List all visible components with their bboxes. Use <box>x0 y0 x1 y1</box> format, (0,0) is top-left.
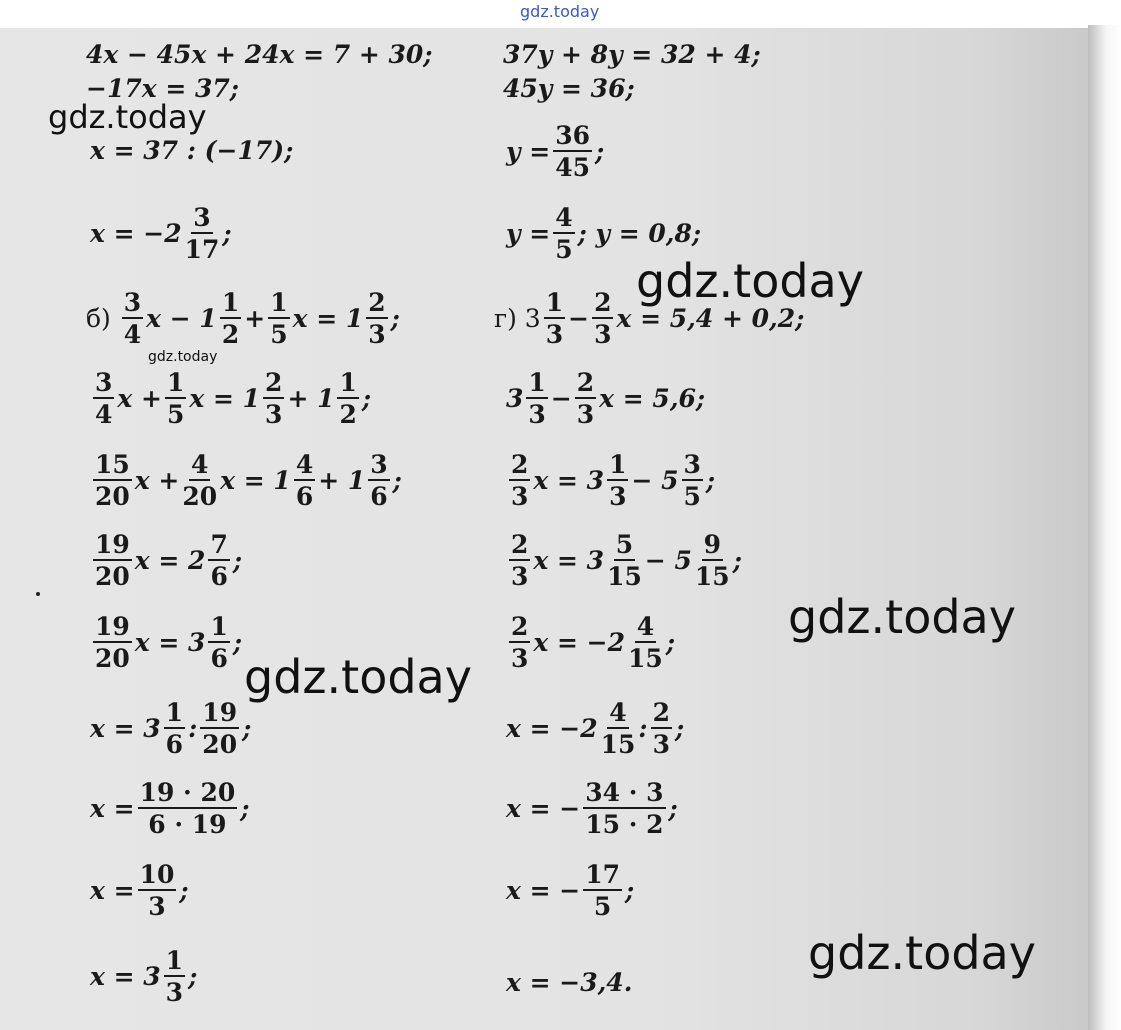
fraction-denominator: 15 <box>694 562 730 591</box>
equation-text: ; <box>390 304 400 333</box>
fraction-numerator: 9 <box>703 530 721 559</box>
fraction <box>583 862 622 919</box>
fraction-denominator: 6 <box>210 562 228 591</box>
fraction-numerator: 1 <box>528 368 546 397</box>
equation-text: ; <box>242 714 252 743</box>
fraction <box>575 370 596 427</box>
equation-text: x = 2 <box>134 546 206 575</box>
equation-text: ; <box>361 384 372 413</box>
equation-text: 45y = 36; <box>503 74 635 103</box>
fraction-denominator: 6 <box>370 482 388 511</box>
equation-line <box>90 614 242 671</box>
item-label: б) <box>86 304 119 333</box>
equation-line <box>90 532 242 589</box>
equation-text: x = 3 <box>533 546 605 575</box>
fraction-denominator: 5 <box>683 482 701 511</box>
watermark: gdz.today <box>636 254 864 308</box>
equation-text: − 5 <box>644 546 692 575</box>
equation-text: x = 1 <box>220 466 291 495</box>
fraction-denominator: 20 <box>95 482 130 511</box>
fraction-numerator: 19 · 20 <box>139 778 236 807</box>
fraction-denominator: 2 <box>221 320 240 349</box>
equation-text: 3 <box>506 384 524 413</box>
equation-text: y = <box>506 137 551 166</box>
fraction <box>294 452 315 509</box>
fraction-denominator: 5 <box>270 320 288 349</box>
fraction <box>208 532 229 589</box>
equation-line <box>506 614 675 671</box>
fraction-denominator: 3 <box>511 562 529 591</box>
equation-text: x = −2 <box>506 714 598 743</box>
fraction-denominator: 3 <box>148 892 166 921</box>
fraction-denominator: 15 <box>600 730 636 759</box>
fraction <box>93 532 132 589</box>
fraction-numerator: 4 <box>555 203 573 232</box>
fraction-numerator: 15 <box>95 450 130 479</box>
equation-text: x = 1 <box>189 384 261 413</box>
fraction <box>509 614 530 671</box>
fraction-denominator: 15 <box>607 562 642 591</box>
fraction-numerator: 1 <box>339 368 357 397</box>
fraction-denominator: 5 <box>166 400 185 429</box>
fraction-numerator: 1 <box>545 288 564 317</box>
fraction-numerator: 2 <box>594 288 612 317</box>
fraction <box>93 370 114 427</box>
fraction-denominator: 4 <box>123 320 142 349</box>
watermark: gdz.today <box>788 590 1016 644</box>
equation-text: ; <box>675 714 685 743</box>
fraction-numerator: 1 <box>165 698 184 727</box>
equation-line <box>506 532 742 589</box>
equation-line <box>90 452 402 509</box>
equation-text: ; <box>665 628 676 657</box>
fraction-numerator: 19 <box>202 698 238 727</box>
equation-line <box>90 700 251 757</box>
fraction <box>601 700 636 757</box>
equation-line <box>506 123 604 180</box>
watermark: gdz.today <box>808 926 1036 980</box>
fraction-numerator: 1 <box>221 288 240 317</box>
equation-line <box>503 42 761 67</box>
equation-text: x = 5,4 + 0,2; <box>616 304 805 333</box>
fraction-denominator: 17 <box>184 235 220 264</box>
fraction-numerator: 3 <box>193 203 211 232</box>
equation-text: ; <box>179 876 189 905</box>
fraction <box>509 532 530 589</box>
fraction <box>138 862 177 919</box>
fraction-numerator: 2 <box>511 450 529 479</box>
equation-text: + 1 <box>318 466 366 495</box>
equation-text: x = − <box>506 794 581 823</box>
fraction-numerator: 36 <box>555 121 590 150</box>
equation-text: ; <box>392 466 402 495</box>
fraction-numerator: 2 <box>265 368 283 397</box>
fraction <box>220 290 241 347</box>
equation-text: x = <box>90 876 135 905</box>
fraction <box>607 532 642 589</box>
equation-text: x = 37 : (−17); <box>90 136 294 165</box>
fraction <box>337 370 358 427</box>
equation-text: x + <box>117 384 162 413</box>
equation-text: x = 3 <box>90 962 161 991</box>
equation-text: −17x = 37; <box>86 74 240 103</box>
equation-text: : <box>638 714 648 743</box>
fraction <box>122 290 143 347</box>
equation-line <box>506 452 715 509</box>
equation-text: x = − <box>506 876 581 905</box>
fraction-denominator: 5 <box>555 235 573 264</box>
fraction-numerator: 4 <box>191 450 209 479</box>
equation-line <box>86 290 400 347</box>
fraction-denominator: 3 <box>576 400 595 429</box>
equation-line <box>506 970 632 995</box>
fraction-denominator: 3 <box>652 730 671 759</box>
fraction-numerator: 2 <box>511 612 529 641</box>
equation-line <box>90 138 293 163</box>
fraction-numerator: 1 <box>166 368 185 397</box>
fraction-denominator: 20 <box>182 482 218 511</box>
equation-line <box>90 862 189 919</box>
fraction-numerator: 3 <box>123 288 142 317</box>
fraction-numerator: 4 <box>609 698 627 727</box>
equation-line <box>90 205 232 262</box>
fraction <box>553 123 592 180</box>
fraction <box>682 452 703 509</box>
fraction <box>268 290 289 347</box>
fraction-numerator: 2 <box>368 288 386 317</box>
fraction <box>200 700 239 757</box>
fraction-numerator: 2 <box>652 698 671 727</box>
equation-text: ; <box>594 137 605 166</box>
fraction <box>651 700 672 757</box>
equation-text: x = 3 <box>90 714 161 743</box>
watermark: gdz.today <box>148 349 218 365</box>
stray-dot <box>36 592 40 596</box>
fraction <box>366 290 387 347</box>
equation-text: − 5 <box>631 466 679 495</box>
equation-text: − <box>550 384 572 413</box>
fraction <box>695 532 730 589</box>
fraction-numerator: 3 <box>683 450 701 479</box>
equation-text: ; <box>732 546 742 575</box>
fraction-numerator: 5 <box>615 530 634 559</box>
equation-text: x = 5,6; <box>599 384 706 413</box>
fraction-numerator: 3 <box>370 450 388 479</box>
fraction <box>138 780 238 837</box>
equation-text: x = −2 <box>90 219 182 248</box>
fraction <box>208 614 229 671</box>
fraction <box>553 205 574 262</box>
equation-line <box>506 370 705 427</box>
page-edge <box>1088 25 1121 1030</box>
fraction-denominator: 3 <box>265 400 283 429</box>
fraction-numerator: 19 <box>95 612 130 641</box>
fraction <box>93 614 132 671</box>
equation-text: x = −3,4. <box>506 968 633 997</box>
fraction-denominator: 2 <box>339 400 357 429</box>
fraction-numerator: 19 <box>95 530 130 559</box>
equation-text: x = −2 <box>533 628 626 657</box>
equation-text: ; <box>222 219 232 248</box>
equation-text: x − 1 <box>146 304 217 333</box>
fraction-denominator: 45 <box>555 153 590 182</box>
fraction-numerator: 4 <box>295 450 314 479</box>
equation-text: x = 3 <box>533 466 605 495</box>
equation-text: 37y + 8y = 32 + 4; <box>503 40 761 69</box>
fraction-numerator: 1 <box>165 946 184 975</box>
fraction-denominator: 6 · 19 <box>148 810 227 839</box>
equation-text: x = 1 <box>292 304 364 333</box>
item-label: г) 3 <box>494 304 541 333</box>
equation-text: ; <box>232 628 243 657</box>
fraction-denominator: 4 <box>95 400 113 429</box>
fraction-numerator: 17 <box>585 860 621 889</box>
fraction <box>182 452 217 509</box>
fraction <box>544 290 565 347</box>
fraction-numerator: 7 <box>210 530 228 559</box>
fraction-denominator: 3 <box>545 320 564 349</box>
equation-text: ; <box>240 794 250 823</box>
equation-text: ; <box>625 876 635 905</box>
equation-line <box>90 780 250 837</box>
equation-line <box>506 700 684 757</box>
fraction <box>583 780 665 837</box>
watermark: gdz.today <box>244 650 472 704</box>
fraction-numerator: 2 <box>511 530 529 559</box>
equation-text: 4x − 45x + 24x = 7 + 30; <box>86 40 433 69</box>
fraction <box>164 948 185 1005</box>
equation-text: x = <box>90 794 135 823</box>
fraction <box>509 452 530 509</box>
equation-text: x + <box>134 466 180 495</box>
fraction-denominator: 15 · 2 <box>585 810 664 839</box>
fraction-numerator: 4 <box>636 612 655 641</box>
fraction-numerator: 1 <box>609 450 627 479</box>
fraction-denominator: 3 <box>528 400 546 429</box>
watermark: gdz.today <box>48 98 207 136</box>
fraction <box>368 452 389 509</box>
fraction-numerator: 2 <box>576 368 595 397</box>
fraction <box>185 205 220 262</box>
equation-line <box>90 948 197 1005</box>
fraction-numerator: 3 <box>95 368 113 397</box>
fraction-denominator: 6 <box>210 644 228 673</box>
equation-line <box>506 780 678 837</box>
fraction <box>628 614 663 671</box>
fraction-denominator: 3 <box>511 644 529 673</box>
equation-text: + <box>244 304 266 333</box>
fraction-denominator: 6 <box>295 482 314 511</box>
fraction-numerator: 1 <box>210 612 228 641</box>
equation-line <box>503 76 635 101</box>
equation-text: : <box>188 714 198 743</box>
fraction <box>165 370 186 427</box>
fraction <box>592 290 613 347</box>
fraction <box>263 370 284 427</box>
equation-line <box>90 370 371 427</box>
equation-text: ; <box>705 466 716 495</box>
fraction <box>607 452 628 509</box>
fraction-denominator: 20 <box>95 562 130 591</box>
watermark-top: gdz.today <box>520 2 600 21</box>
equation-text: x = 3 <box>134 628 206 657</box>
equation-text: ; <box>668 794 678 823</box>
fraction-numerator: 10 <box>139 860 175 889</box>
equation-text: y = <box>506 219 551 248</box>
equation-line <box>506 862 634 919</box>
fraction-denominator: 20 <box>95 644 130 673</box>
fraction-denominator: 3 <box>594 320 612 349</box>
equation-text: ; <box>188 962 198 991</box>
fraction-numerator: 34 · 3 <box>585 778 664 807</box>
fraction-denominator: 5 <box>593 892 612 921</box>
fraction-denominator: 3 <box>609 482 627 511</box>
equation-text: ; <box>232 546 243 575</box>
equation-line <box>86 42 433 67</box>
fraction <box>93 452 132 509</box>
equation-text: + 1 <box>287 384 335 413</box>
fraction-denominator: 3 <box>165 978 184 1007</box>
fraction-denominator: 15 <box>628 644 663 673</box>
fraction <box>526 370 547 427</box>
fraction-denominator: 3 <box>511 482 529 511</box>
fraction-denominator: 3 <box>368 320 386 349</box>
fraction-denominator: 20 <box>202 730 238 759</box>
fraction-numerator: 1 <box>270 288 288 317</box>
fraction <box>164 700 185 757</box>
equation-text: ; y = 0,8; <box>577 219 702 248</box>
equation-text: − <box>568 304 590 333</box>
fraction-denominator: 6 <box>165 730 184 759</box>
